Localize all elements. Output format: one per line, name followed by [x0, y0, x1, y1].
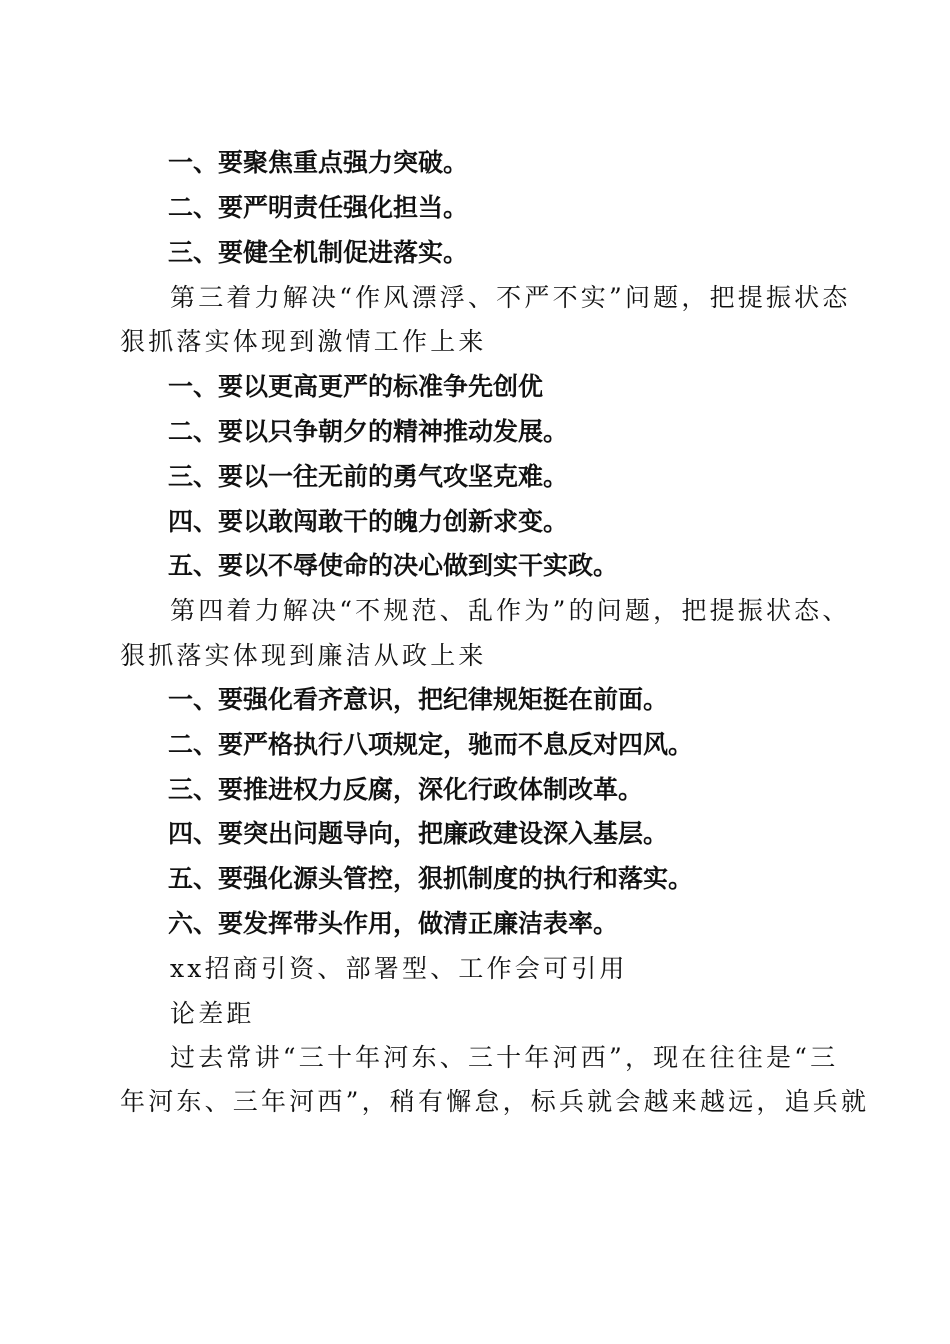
doc-line-13: 一、要强化看齐意识，把纪律规矩挺在前面。	[168, 685, 669, 714]
doc-line-20: 论差距	[170, 999, 255, 1028]
doc-line-19: xx招商引资、部署型、工作会可引用	[170, 954, 628, 983]
doc-line-4: 第三着力解决“作风漂浮、不严不实”问题，把提振状态	[170, 283, 851, 312]
doc-line-14: 二、要严格执行八项规定，驰而不息反对四风。	[168, 730, 694, 759]
doc-line-16: 四、要突出问题导向，把廉政建设深入基层。	[168, 819, 669, 848]
doc-line-2: 二、要严明责任强化担当。	[168, 193, 469, 222]
doc-line-10: 五、要以不辱使命的决心做到实干实政。	[168, 551, 619, 580]
doc-line-12: 狠抓落实体现到廉洁从政上来	[120, 641, 487, 670]
doc-line-1: 一、要聚焦重点强力突破。	[168, 148, 469, 177]
doc-line-6: 一、要以更高更严的标准争先创优	[168, 372, 544, 401]
doc-line-7: 二、要以只争朝夕的精神推动发展。	[168, 417, 569, 446]
doc-line-9: 四、要以敢闯敢干的魄力创新求变。	[168, 507, 569, 536]
doc-line-21: 过去常讲“三十年河东、三十年河西”，现在往往是“三	[170, 1043, 839, 1072]
doc-line-18: 六、要发挥带头作用，做清正廉洁表率。	[168, 909, 619, 938]
doc-line-17: 五、要强化源头管控，狠抓制度的执行和落实。	[168, 864, 694, 893]
doc-line-11: 第四着力解决“不规范、乱作为”的问题，把提振状态、	[170, 596, 851, 625]
doc-line-22: 年河东、三年河西”，稍有懈怠，标兵就会越来越远，追兵就	[120, 1087, 870, 1116]
doc-line-3: 三、要健全机制促进落实。	[168, 238, 469, 267]
doc-line-15: 三、要推进权力反腐，深化行政体制改革。	[168, 775, 644, 804]
doc-line-8: 三、要以一往无前的勇气攻坚克难。	[168, 462, 569, 491]
doc-line-5: 狠抓落实体现到激情工作上来	[120, 327, 487, 356]
